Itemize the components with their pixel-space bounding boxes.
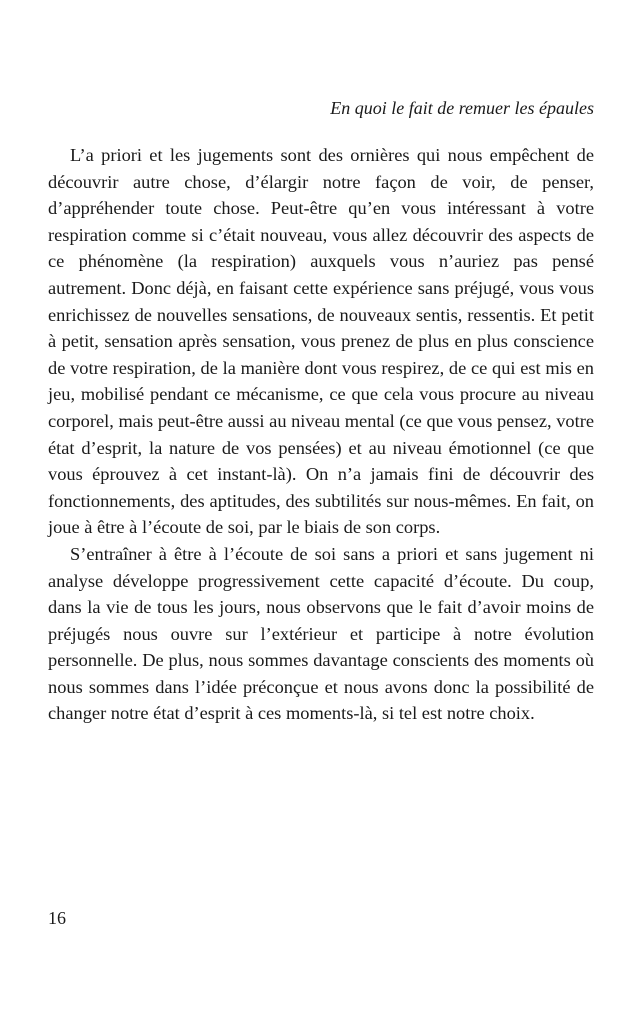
paragraph: L’a priori et les jugements sont des ornières qui nous empêchent de découvrir autre chose, d’élargir notre façon de voir, de penser, d’appréhender toute chose. Peut-être qu’en vous intéressant à votre respiration comme si c’était nouveau, vous allez découvrir des aspects de ce phénomène (la respiration) auxquels vous n’auriez pas pensé autrement. Donc déjà, en faisant cette expérience sans préjugé, vous vous enrichissez de nouvelles sensations, de nouveaux sentis, ressentis. Et petit à petit, sensation après sensation, vous prenez de plus en plus conscience de votre respiration, de la manière dont vous respirez, de ce qui est mis en jeu, mobilisé pendant ce mécanisme, ce que cela vous procure au niveau corporel, mais peut-être aussi au niveau mental (ce que vous pensez, votre état d’esprit, la nature de vos pensées) et au niveau émotionnel (ce que vous éprouvez à cet instant-là). On n’a jamais fini de découvrir des fonctionnements, des aptitudes, des subtilités sur nous-mêmes. En fait, on joue à être à l’écoute de soi, par le biais de son corps. <box>48 145 594 538</box>
body-text <box>48 142 594 727</box>
paragraph: S’entraîner à être à l’écoute de soi sans a priori et sans jugement ni analyse développe progressivement cette capacité d’écoute. Du coup, dans la vie de tous les jours, nous observons que le fait d’avoir moins de préjugés nous ouvre sur l’extérieur et participe à notre évolution personnelle. De plus, nous sommes davantage conscients des moments où nous sommes dans l’idée préconçue et nous avons donc la possibilité de changer notre état d’esprit à ces moments-là, si tel est notre choix. <box>48 543 594 724</box>
book-page <box>48 0 594 1019</box>
page-number: 16 <box>48 908 66 928</box>
running-header: En quoi le fait de remuer les épaules <box>330 98 594 118</box>
